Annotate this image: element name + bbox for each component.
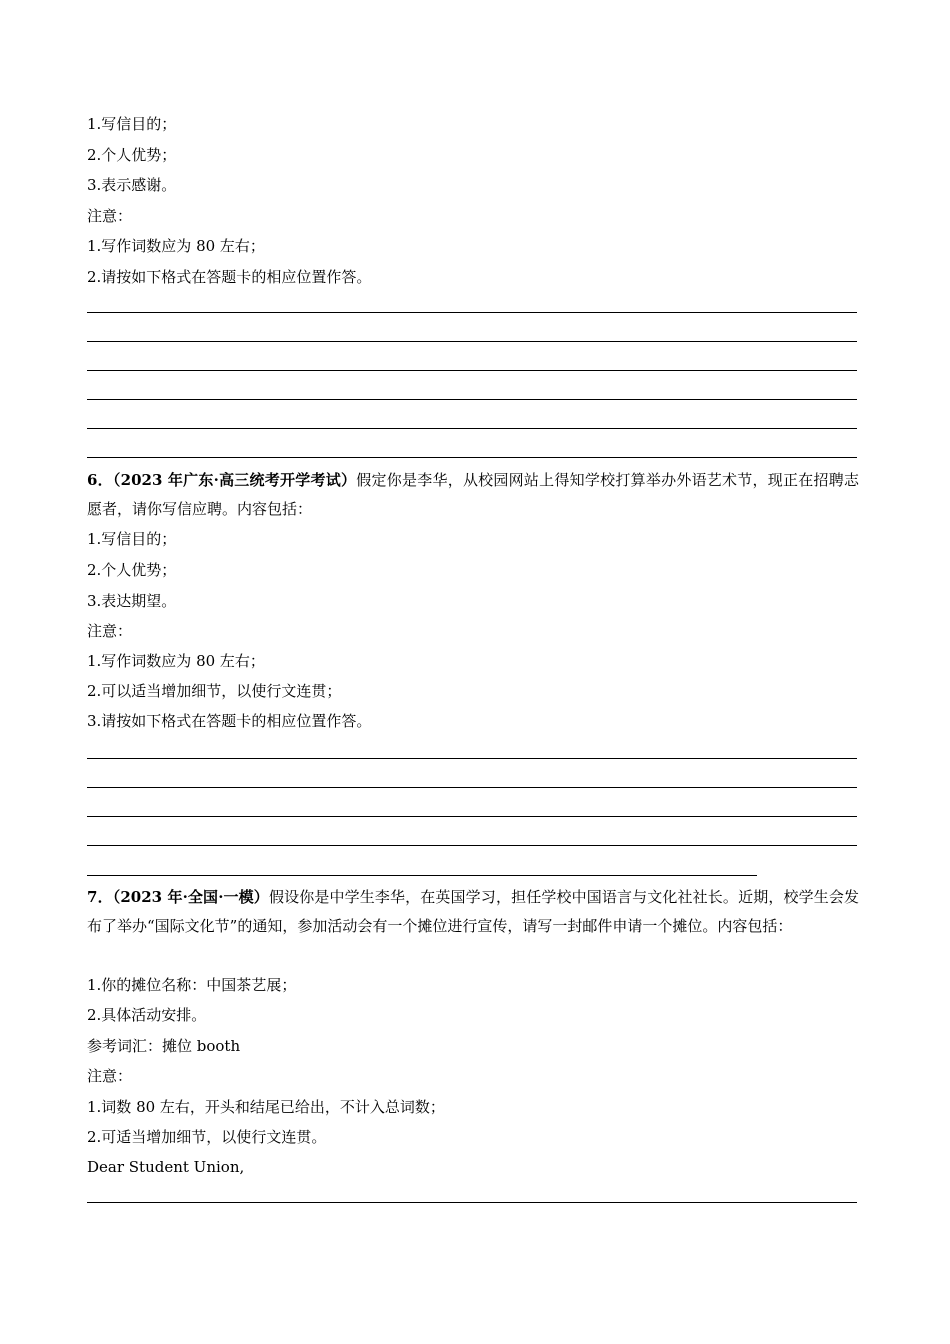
question-source: （2023 年广东·高三统考开学考试） — [112, 471, 357, 489]
answer-line — [87, 787, 857, 788]
answer-line — [87, 428, 857, 429]
answer-line — [87, 341, 857, 342]
list-item: 1.你的摊位名称：中国茶艺展； — [87, 976, 297, 994]
answer-line — [87, 399, 857, 400]
note-item: 1.词数 80 左右，开头和结尾已给出，不计入总词数； — [87, 1098, 445, 1116]
list-item: 2.具体活动安排。 — [87, 1006, 207, 1024]
salutation: Dear Student Union, — [87, 1158, 245, 1176]
list-item: 2.个人优势； — [87, 146, 177, 164]
list-item: 3.表达期望。 — [87, 592, 177, 610]
note-label: 注意： — [87, 622, 133, 640]
answer-line — [87, 457, 857, 458]
answer-line — [87, 845, 857, 846]
list-item: 1.写信目的； — [87, 115, 177, 133]
answer-line — [87, 758, 857, 759]
note-item: 1.写作词数应为 80 左右； — [87, 652, 265, 670]
question-text: 假定你是李华，从校园网站上得知学校打算举办外语艺术节，现正在招聘志愿者，请你写信应聘。内容包括： — [87, 471, 859, 518]
list-item: 2.个人优势； — [87, 561, 177, 579]
question-number: 7． — [87, 888, 113, 906]
vocab-hint: 参考词汇：摊位 booth — [87, 1037, 241, 1055]
question-text: 假设你是中学生李华，在英国学习，担任学校中国语言与文化社社长。近期，校学生会发布了举办“国际文化节”的通知，参加活动会有一个摊位进行宣传，请写一封邮件申请一个摊位。内容包括： — [87, 888, 859, 935]
note-item: 2.可以适当增加细节，以使行文连贯； — [87, 682, 342, 700]
question-source: （2023 年·全国·一模） — [112, 888, 269, 906]
question-7-prompt — [87, 883, 859, 941]
note-item: 2.请按如下格式在答题卡的相应位置作答。 — [87, 268, 372, 286]
note-item: 3.请按如下格式在答题卡的相应位置作答。 — [87, 712, 372, 730]
answer-line — [87, 875, 757, 876]
answer-line — [87, 370, 857, 371]
question-6-prompt — [87, 466, 859, 524]
answer-line — [87, 816, 857, 817]
note-item: 2.可适当增加细节，以使行文连贯。 — [87, 1128, 327, 1146]
list-item: 3.表示感谢。 — [87, 176, 177, 194]
note-label: 注意： — [87, 207, 133, 225]
note-item: 1.写作词数应为 80 左右； — [87, 237, 265, 255]
note-label: 注意： — [87, 1067, 133, 1085]
answer-line — [87, 312, 857, 313]
list-item: 1.写信目的； — [87, 530, 177, 548]
answer-line — [87, 1202, 857, 1203]
question-number: 6． — [87, 471, 113, 489]
